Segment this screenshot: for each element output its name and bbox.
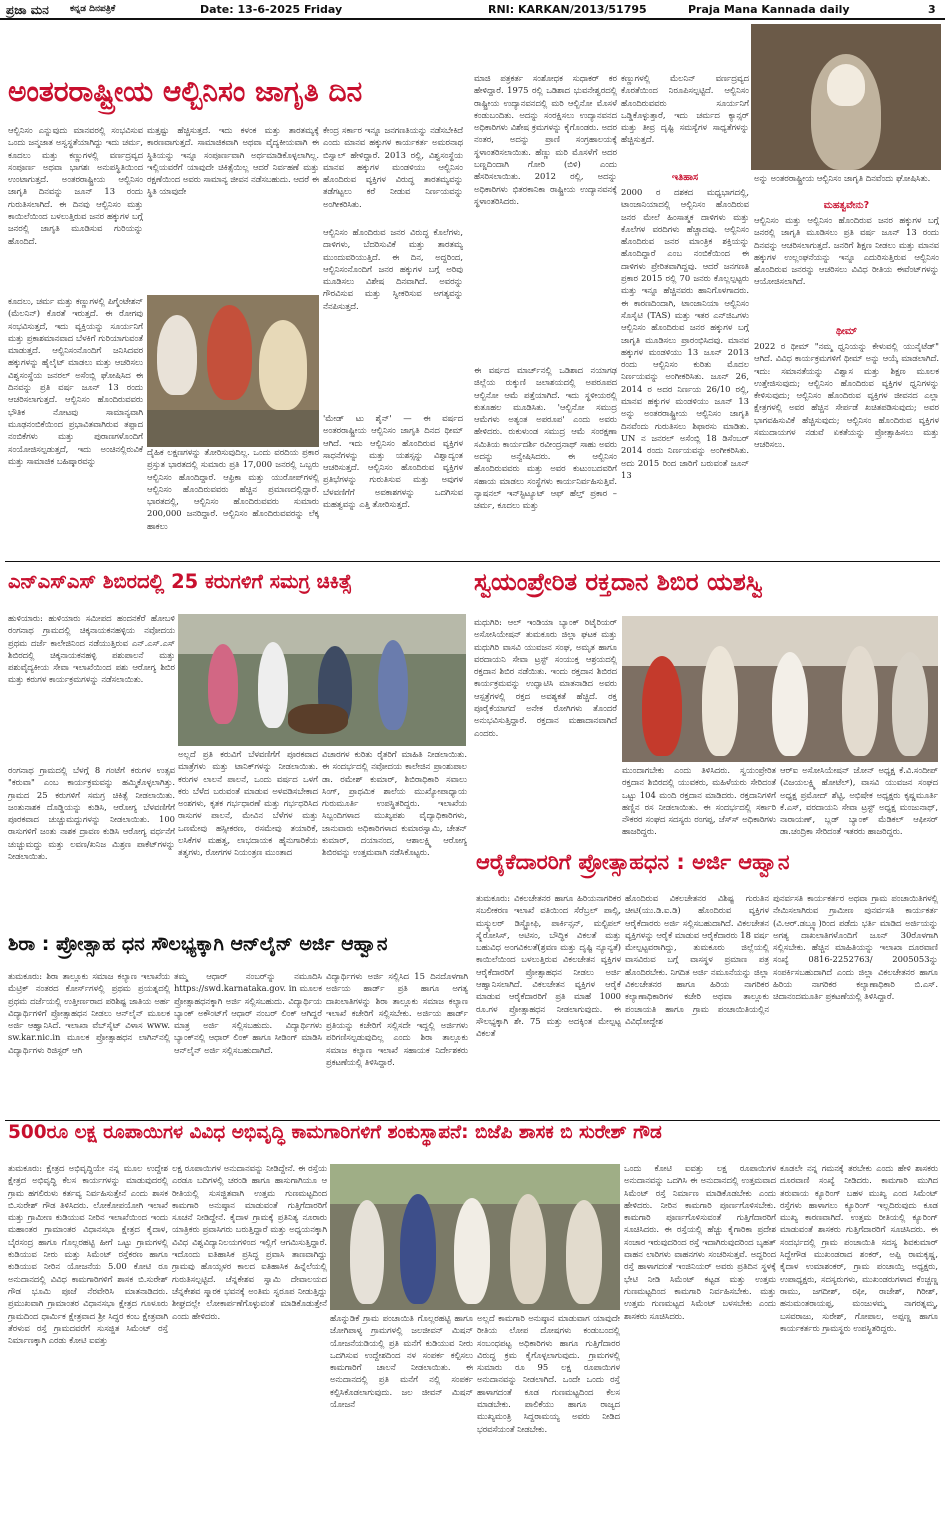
masthead-logo: ಪ್ರಜಾ ಮನ bbox=[6, 3, 49, 17]
story1-col1b: ಕೂದಲು, ಚರ್ಮ ಮತ್ತು ಕಣ್ಣುಗಳಲ್ಲಿ ಪಿಗ್ಮೆಂಟೇಶನ್ (ಮೆಲನಿನ್) ಕೊರತೆ ಇರುತ್ತದೆ. ಈ ರೋಗವು ಸಂಭವಿಸುತ್ತದೆ, ಇದು ವ್ಯಕ್ತಿಯನ್ನು ಸೂರ್ಯನಿಗೆ ಮತ್ತು ಪ್ರಕಾಶಮಾನವಾದ ಬೆಳಕಿಗೆ ಗುರಿಯಾಗುವಂತೆ ಮಾಡುತ್ತದೆ. ಆಲ್ಬಿನಿಸಂನೊಂದಿಗೆ ಜನಿಸಿದವರ ಹಕ್ಕುಗಳನ್ನು ಹೈಲೈಟ್ ಮಾಡಲು ಮತ್ತು ಆಚರಿಸಲು ವಿಶ್ವಸಂಸ್ಥೆಯ ಜನರಲ್ ಅಸೆಂಬ್ಲಿ ಘೋಷಿಸಿದ ಈ ದಿನವನ್ನು ಪ್ರತಿ ವರ್ಷ ಜೂನ್ 13 ರಂದು ಆಚರಿಸಲಾಗುತ್ತದೆ. ಆಲ್ಬಿನಿಸಂ ಹೊಂದಿರುವವರು ಭೌತಿಕ ನೋಟವು ಸಾಮಾನ್ಯವಾಗಿ ಮೂಢನಂಬಿಕೆಯಿಂದ ಪ್ರಭಾವಿತವಾಗಿರುವ ತಪ್ಪಾದ ನಂಬಿಕೆಗಳು ಮತ್ತು ಪುರಾಣಗಳೊಂದಿಗೆ ಸಂಯೋಜಿಸಲ್ಪಡುತ್ತದೆ, ಇದು ಅಂಚಿನಲ್ಲಿರುವಿಕೆ ಮತ್ತು ಸಾಮಾಜಿಕ ಬಹಿಷ್ಕಾರವನ್ನು bbox=[8, 296, 143, 466]
story6-col1: ತುಮಕೂರು: ಕ್ಷೇತ್ರದ ಅಭಿವೃದ್ಧಿಯೇ ನನ್ನ ಮೂಲ ಉದ್ದೇಶ ಕ್ಷೇತ್ರದ ಅಭಿವೃದ್ಧಿ ಕೆಲಸ ಕಾರ್ಯಗಳನ್ನು ಮಾಡುವುದರಲ್ಲಿ ಗ್ರಾಮ ಹಗಲಿರುಳು ಕರ್ತವ್ಯ ನಿರ್ವಹಿಸುತ್ತೇನೆ ಎಂದು ಶಾಸಕ ಬಿ.ಸುರೇಶ್ ಗೌಡ ತಿಳಿಸಿದರು. ಲೋಕೋಪಯೋಗಿ ಇಲಾಖೆ ಮತ್ತು ಗ್ರಾಮೀಣ ಕುಡಿಯುವ ನೀರಿನ ಇಲಾಖೆಯಿಂದ ಇಂದು ಮಹಾಂತರ ಗ್ರಾಮಾಂತರ ವಿಧಾನಸಭಾ ಕ್ಷೇತ್ರದ ಕೈದಾಳ, ಬೈರಸಂದ್ರ ಹಾಗೂ ಗೊಲ್ಲರಹಟ್ಟಿ ಹೀಗೆ ಒಟ್ಟು ಗ್ರಾಮಗಳಲ್ಲಿ ಕುಡಿಯುವ ನೀರು ಮತ್ತು ಸಿಮೆಂಟ್ ರಸ್ತೆಕರಣ ಹಾಗೂ ಕುಡಿಯುವ ನೀರಿನ ಯೋಜನೆಯ 5.00 ಕೋಟಿ ರೂ ಅನುದಾನದಲ್ಲಿ ವಿವಿಧ ಕಾಮಗಾರಿಗಳಿಗೆ ಶಾಸಕ ಬಿ.ಸುರೇಶ್ ಗೌಡ ಭೂಮಿ ಪೂಜೆ ನೆರವೇರಿಸಿ ಮಾತನಾಡಿದರು. ಪ್ರಮುಖವಾಗಿ ಗ್ರಾಮಾಂತರ ವಿಧಾನಸಭಾ ಕ್ಷೇತ್ರದ ಗೂಳೂರು ಗ್ರಾಮದಿಂದ ಧಾರ್ಮಿಕ ಕ್ಷೇತ್ರವಾದ ಶ್ರೀ ಸಿದ್ಧರ ಕಂಬ ಕ್ಷೇತ್ರವಾಗಿ ತೆರಳುವ ರಸ್ತೆ ಗ್ರಾಮದವರೆಗೆ ಸುಸಜ್ಜಿತ ಸಿಮೆಂಟ್ ರಸ್ತೆ ನಿರ್ಮಾಣಕ್ಕಾಗಿ ಎರಡು ಕೋಟಿ ಐವತ್ತು bbox=[8, 1163, 168, 1346]
story6-col5: ಕೂಡಲೇ ನನ್ನ ಗಮನಕ್ಕೆ ತರಬೇಕು ಎಂದು ಹೇಳಿ ಶಾಸಕರು ದೂರವಾಣಿ ಸಂಖ್ಯೆ ನೀಡಿದರು. ಕಾಮಗಾರಿ ಮುಗಿದ ತರುವಾಯ ಕ್ಯೂರಿಂಗ್ ಬಹಳ ಮುಖ್ಯ ಎಂದ ಸಿಮೆಂಟ್ ರಸ್ತೆಗಳು ಹಾಳಾಗಲು ಕ್ಯೂರಿಂಗ್ ಇಲ್ಲದಿರುವುದು ಕೂಡ ಮುಖ್ಯ ಕಾರಣವಾಗಿದೆ. ಉತ್ತಮ ರೀತಿಯಲ್ಲಿ ಕ್ಯೂರಿಂಗ್ ಮಾಡುವಂತೆ ಶಾಸಕರು ಗುತ್ತಿಗೆದಾರರಿಗೆ ಸೂಚಿಸಿದರು. ಈ ಸಂದರ್ಭದಲ್ಲಿ ಗ್ರಾಮ ಪಂಚಾಯಿತಿ ಸದಸ್ಯ ಶಿವಕುಮಾರ್ ಸಿದ್ದೇಗೌಡ ಮುಖಂಡರಾದ ಶಂಕರ್, ಅಪ್ಪಿ ರಾಮಕೃಷ್ಣ, ಕೈದಾಳ ಉಮಾಶಂಕರ್, ಗ್ರಾಮ ಪಂಚಾಯ್ತಿ ಅಧ್ಯಕ್ಷರು, ಉಪಾಧ್ಯಕ್ಷರು, ಸದಸ್ಯರುಗಳು, ಮುಖಂಡರುಗಳಾದ ಕೆಂಚ್ಚಣ್ಣ ರಾಮು, ಜಗದೀಶ್, ರಫೀ, ರಾಜೇಶ್, ಗಿರೀಶ್, ಹನುಮಂತರಾಯಪ್ಪ, ಮಂಜುಳಮ್ಮ ನಾಗರತ್ನಮ್ಮ, ಬಸವರಾಜು, ಸುರೇಶ್, ಗೋಪಾಲ, ಅಪ್ಪಣ್ಣ ಹಾಗೂ ಕಾರ್ಯಕರ್ತರು ಗ್ರಾಮಸ್ಥರು ಉಪಸ್ಥಿತರಿದ್ದರು. bbox=[780, 1163, 938, 1333]
story6-col4: ಒಂದು ಕೋಟಿ ಐವತ್ತು ಲಕ್ಷ ರೂಪಾಯಿಗಳ ಅನುದಾನವನ್ನು ಒದಗಿಸಿ ಈ ಅನುದಾನದಲ್ಲಿ ಉತ್ತಮವಾದ ಸಿಮೆಂಟ್ ರಸ್ತೆ ನಿರ್ಮಾಣ ಮಾಡಿಕೊಡಬೇಕು ಎಂದು ಹೇಳಿದರು. ನೀರಿನ ಕಾಮಗಾರಿ ಪೂರ್ಣಗೊಳಿಸಬೇಕು. ಕಾಮಗಾರಿ ಪೂರ್ಣಗೊಳಿಸುವಂತೆ ಗುತ್ತಿಗೆದಾರರಿಗೆ ಸೂಚಿಸಿದರು. ಈ ರಸ್ತೆಯಲ್ಲಿ ಹೆಚ್ಚು ಕೈಗಾರಿಕಾ ಪ್ರದೇಶ ಸಂಚಾರ ಇರುವುದರಿಂದ ರಸ್ತೆ ಇದಾಗಿರುವುದರಿಂದ ಬೃಹತ್ ವಾಹನ ಲಾರಿಗಳು ವಾಹನಗಳು ಸಂಚರಿಸುತ್ತವೆ. ಅದ್ದರಿಂದ ರಸ್ತೆ ಹಾಳಾಗದಂತೆ ಇಂಜಿನಿಯರ್ ಅವರು ಪ್ರತಿದಿನ ಸ್ಥಳಕ್ಕೆ ಭೇಟಿ ನೀಡಿ ಸಿಮೆಂಟ್ ಕಟ್ಟಡ ಮತ್ತು ಉತ್ತಮ ಗುಣಮಟ್ಟದಿಂದ ಕಾಮಗಾರಿ ನಿರ್ವಹಿಸಬೇಕು. ಮತ್ತು ಉತ್ತಮ ಗುಣಮಟ್ಟದ ಸಿಮೆಂಟ್ ಬಳಸಬೇಕು ಎಂದು ಶಾಸಕರು ಸೂಚಿಸಿದರು. bbox=[624, 1163, 776, 1321]
story6-col3: ಹೊನ್ನುಡಿಕೆ ಗ್ರಾಮ ಪಂಚಾಯಿತಿ ಗೊಲ್ಲರಹಟ್ಟಿ ಹಾಗೂ ಜೋಗಿಪಾಳ್ಯ ಗ್ರಾಮಗಳಲ್ಲಿ ಜಲಜೀವನ್ ಮಿಷನ್ ಯೋಜನೆಯಡಿಯಲ್ಲಿ ಪ್ರತಿ ಮನೆಗೆ ಕುಡಿಯುವ ನೀರು ಒದಗಿಸುವ ಉದ್ದೇಶದಿಂದ ನಳ ಸಂಪರ್ಕ ಕಲ್ಪಿಸಲು ಕಾಮಗಾರಿಗೆ ಚಾಲನೆ ನೀಡಲಾಯಿತು. ಈ ಅನುದಾನದಲ್ಲಿ ಪ್ರತಿ ಮನೆಗೆ ನಲ್ಲಿ ಸಂಪರ್ಕ ಕಲ್ಪಿಸಿಕೊಡಲಾಗುವುದು. ಜಲ ಜೀವನ್ ಮಿಷನ್ ಯೋಜನೆ bbox=[330, 1313, 473, 1410]
story3-col2: ಆರ್‌ಐ ಅಸೋಸಿಯೇಷನ್ ಜೋನ್ ಅಧ್ಯಕ್ಷ ಕೆ.ವಿ.ಸಂದೀಪ್ (ವಿಜಯಲಕ್ಷ್ಮಿ ಹೋಟೆಲ್), ವಾಸವಿ ಯುವಜನ ಸಂಘದ ಅಧ್ಯಕ್ಷ ಪ್ರಮೋದ್ ಶೆಟ್ಟಿ, ಅಭಿಷೇಕ ಅಧ್ಯಕ್ಷರು ಕೃಷ್ಣಮೂರ್ತಿ ಕೆ.ಎಸ್, ವರದಾಯನಿ ಸೇವಾ ಟ್ರಸ್ಟ್ ಅಧ್ಯಕ್ಷ ಮಂಜುನಾಥ್, ನಾರಾಯಣ್, ಬ್ಲಡ್ ಬ್ಯಾಂಕ್ ಮೆಡಿಕಲ್ ಆಫೀಸರ್ ಡಾ.ಚಂದ್ರಿಕಾ ಸೇರಿದಂತೆ ಇತರರು ಹಾಜರಿದ್ದರು. bbox=[780, 765, 938, 837]
story4-col3: ವಿದ್ಯಾರ್ಥಿಗಳು ಅರ್ಜಿ ಸಲ್ಲಿಸಿದ 15 ದಿನದೊಳಗಾಗಿ ಅರ್ಜಿಯ ಹಾರ್ಡ್ ಪ್ರತಿ ಹಾಗೂ ಅಗತ್ಯ ದಾಖಲಾತಿಗಳನ್ನು ಶಿರಾ ತಾಲ್ಲೂಕು ಸಮಾಜ ಕಲ್ಯಾಣ ಇಲಾಖೆ ಕಚೇರಿಗೆ ಸಲ್ಲಿಸಬೇಕು. ಅರ್ಜಿಯ ಹಾರ್ಡ್ ಪ್ರತಿಯನ್ನು ಕಚೇರಿಗೆ ಸಲ್ಲಿಸದೇ ಇದ್ದಲ್ಲಿ ಅರ್ಜಿಗಳು ಪರಿಗಣಿಸಲ್ಪಡುವುದಿಲ್ಲ ಎಂದು ಶಿರಾ ತಾಲ್ಲೂಕು ಸಮಾಜ ಕಲ್ಯಾಣ ಇಲಾಖೆ ಸಹಾಯಕ ನಿರ್ದೇಶಕರು ಪ್ರಕಟಣೆಯಲ್ಲಿ ತಿಳಿಸಿದ್ದಾರೆ. bbox=[326, 971, 468, 1068]
page-number: 3 bbox=[928, 3, 936, 16]
masthead-paper-name: Praja Mana Kannada daily bbox=[688, 3, 850, 16]
story4-headline: ಶಿರಾ : ಪ್ರೋತ್ಸಾಹ ಧನ ಸೌಲಭ್ಯಕ್ಕಾಗಿ ಆನ್‌ಲೈನ್ ಅರ್ಜಿ ಆಹ್ವಾನ bbox=[8, 935, 388, 955]
story1-headline: ಅಂತರರಾಷ್ಟ್ರೀಯ ಆಲ್ಬಿನಿಸಂ ಜಾಗೃತಿ ದಿನ bbox=[8, 78, 363, 108]
divider-story1 bbox=[5, 561, 940, 562]
story3-col1b: ಮುಂದಾಗಬೇಕು ಎಂದು ತಿಳಿಸಿದರು. ಸ್ವಯಂಪ್ರೇರಿತ ರಕ್ತದಾನ ಶಿಬಿರದಲ್ಲಿ ಯುವಕರು, ಮಹಿಳೆಯರು ಸೇರಿದಂತೆ ಒಟ್ಟು 104 ಮಂದಿ ರಕ್ತದಾನ ಮಾಡಿದರು. ರಕ್ತದಾನಿಗಳಿಗೆ ಹಣ್ಣಿನ ರಸ ನೀಡಲಾಯಿತು. ಈ ಸಂದರ್ಭದಲ್ಲಿ ಸರ್ಕಾರಿ ನೌಕರರ ಸಂಘದ ಸದಸ್ಯರು ರಂಗಪ್ಪ, ಜೆಸ್‌ಸ್ ಅಧಿಕಾರಿಗಳು ಹಾಜರಿದ್ದರು. bbox=[622, 765, 776, 837]
story2-col1: ಹುಳಿಯಾರು: ಹುಳಿಯಾರು ಸಮೀಪದ ಹಂದನಕೆರೆ ಹೋಬಳಿ ರಂಗನಾಥ ಗ್ರಾಮದಲ್ಲಿ ಚಿಕ್ಕನಾಯಕನಹಳ್ಳಿಯ ನವೋದಯ ಪ್ರಥಮ ದರ್ಜೆ ಕಾಲೇಜಿನಿಂದ ನಡೆಯುತ್ತಿರುವ ಎನ್.ಎಸ್.ಎಸ್ ಶಿಬಿರದಲ್ಲಿ ಚಿಕ್ಕನಾಯಕನಹಳ್ಳಿ ಪಶುಪಾಲನೆ ಮತ್ತು ಪಶುವೈದ್ಯಕೀಯ ಸೇವಾ ಇಲಾಖೆಯಿಂದ ಪಶು ಆರೋಗ್ಯ ಶಿಬಿರ ಮತ್ತು ಕರುಗಳ ಕಾರ್ಯಕ್ರಮಗಳನ್ನು ನಡೆಸಲಾಯಿತು. bbox=[8, 613, 175, 685]
story4-col1: ತುಮಕೂರು: ಶಿರಾ ತಾಲ್ಲೂಕು ಸಮಾಜ ಕಲ್ಯಾಣ ಇಲಾಖೆಯ ಮೆಟ್ರಿಕ್ ನಂತರದ ಕೋರ್ಸ್‌ಗಳಲ್ಲಿ ಪ್ರಥಮ ಪ್ರಯತ್ನದಲ್ಲಿ ಪ್ರಥಮ ದರ್ಜೆಯಲ್ಲಿ ಉತ್ತೀರ್ಣರಾದ ಪರಿಶಿಷ್ಟ ಜಾತಿಯ ಅರ್ಹ ವಿದ್ಯಾರ್ಥಿಗಳಿಗೆ ಪ್ರೋತ್ಸಾಹಧನ ನೀಡಲು ಆನ್‌ಲೈನ್ ಮೂಲಕ ಅರ್ಜಿ ಆಹ್ವಾನಿಸಿದೆ. ಇಲಾಖಾ ವೆಬ್‌ಸೈಟ್ ವಿಳಾಸ www. sw.kar.nic.in ಮೂಲಕ ಪ್ರೋತ್ಸಾಹಧನ ಲಾಗಿನ್‌ನಲ್ಲಿ ವಿದ್ಯಾರ್ಥಿಗಳು ರಿಜಿಸ್ಟರ್ ಆಗಿ bbox=[8, 971, 170, 1055]
story1-significance-title: ಮಹತ್ವವೇನು? bbox=[823, 200, 870, 211]
story1-photo-children bbox=[147, 295, 319, 447]
story2-col1b: ರಂಗನಾಥ ಗ್ರಾಮದಲ್ಲಿ ಬೆಳಗ್ಗೆ 8 ಗಂಟೆಗೆ ಕರುಗಳ ಉತ್ಸವ "ಕರುವಾ" ಎಂಬ ಕಾರ್ಯಕ್ರಮವನ್ನು ಹಮ್ಮಿಕೊಳ್ಳಲಾಗಿತ್ತು. ಗ್ರಾಮದ 25 ಕರುಗಳಿಗೆ ಸಮಗ್ರ ಚಿಕಿತ್ಸೆ ನೀಡಲಾಯಿತು. ಜಂತುನಾಶಕ ದೊಡ್ಡಿಯನ್ನು ಕುಡಿಸಿ, ಆರೋಗ್ಯ ಬೆಳವಣಿಗೆಗೆ ಪೂರಕವಾದ ಚುಚ್ಚುಮದ್ದುಗಳನ್ನು ನೀಡಲಾಯಿತು. 100 ರಾಸುಗಳಿಗೆ ಜಂತು ನಾಶಕ ದ್ರಾವಣ ಕುಡಿಸಿ ಆರೋಗ್ಯ ವರ್ಧನೆಗೆ ಚುಚ್ಚುಮದ್ದು ಮತ್ತು ಲವಣ/ಖನಿಜ ಮಿಶ್ರಣ ಪಾಕೆಟ್‌ಗಳನ್ನು ನೀಡಲಾಯಿತು. bbox=[8, 765, 175, 862]
story2-headline: ಎನ್‌ಎಸ್‌ಎಸ್ ಶಿಬಿರದಲ್ಲಿ 25 ಕರುಗಳಿಗೆ ಸಮಗ್ರ ಚಿಕಿತ್ಸೆ bbox=[8, 572, 352, 593]
story2-photo-calf-camp bbox=[178, 614, 466, 746]
story5-col3: ಪುನರ್ವಸತಿ ಕಾರ್ಯಕರ್ತರ ಅಥವಾ ಗ್ರಾಮ ಪಂಚಾಯಿತಿಗಳಲ್ಲಿ ನೇಮಿಸಲಾಗಿರುವ ಗ್ರಾಮೀಣ ಪುನರ್ವಸತಿ ಕಾರ್ಯಕರ್ತ (ವಿ.ಆರ್.ಡಬ್ಲ್ಯೂ)ರಿಂದ ಪಡೆದು ಭರ್ತಿ ಮಾಡಿದ ಅರ್ಜಿಯನ್ನು ಅಗತ್ಯ ದಾಖಲಾತಿಗಳೊಂದಿಗೆ ಜೂನ್ 30ರೊಳಗಾಗಿ ಸಲ್ಲಿಸಬೇಕು. ಹೆಚ್ಚಿನ ಮಾಹಿತಿಯನ್ನು ಇಲಾಖಾ ದೂರವಾಣಿ ಸಂಖ್ಯೆ 0816-2252763/ 2005053ನ್ನು ಸಂಪರ್ಕಿಸಬಹುದಾಗಿದೆ ಎಂದು ಜಿಲ್ಲಾ ವಿಕಲಚೇತನರ ಹಾಗೂ ಹಿರಿಯ ನಾಗರಿಕರ ಕಲ್ಯಾಣಾಧಿಕಾರಿ ಬಿ.ಎಸ್. ಚಿದಾನಂದಮೂರ್ತಿ ಪ್ರಕಟಣೆಯಲ್ಲಿ ತಿಳಿಸಿದ್ದಾರೆ. bbox=[773, 893, 938, 1002]
story1-col2: ಮತ್ತಷ್ಟು ಹೆಚ್ಚಿಸುತ್ತದೆ. ಇದು ಕಳಂಕ ಮತ್ತು ತಾರತಮ್ಯಕ್ಕೆ ಕಾರಣವಾಗುತ್ತದೆ. ಸಾಮಾಜಿಕವಾಗಿ ಅಥವಾ ವೈದ್ಯಕೀಯವಾಗಿ ಈ ಸ್ಥಿತಿಯನ್ನು ಇನ್ನೂ ಸಂಪೂರ್ಣವಾಗಿ ಅರ್ಥಮಾಡಿಕೊಳ್ಳಲಾಗಿಲ್ಲ. ಇಲ್ಲಿಯವರೆಗೆ ಯಾವುದೇ ಚಿಕಿತ್ಸೆಯಿಲ್ಲ ಆದರೆ ನಿರ್ವಹಣೆ ಮತ್ತು ರಕ್ಷಣೆಯಿಂದ ಅವರು ಸಾಮಾನ್ಯ ಜೀವನ ನಡೆಸಬಹುದು. ಆದರೆ ಈ ಸ್ಥಿತಿ ಯಾವುದೇ bbox=[147, 125, 319, 197]
story1-col3c: 'ಮೇಡ್ ಟು ಶೈನ್' — ಈ ವರ್ಷದ ಅಂತರರಾಷ್ಟ್ರೀಯ ಆಲ್ಬಿನಿಸಂ ಜಾಗೃತಿ ದಿನದ ಥೀಮ್ ಆಗಿದೆ. ಇದು ಆಲ್ಬಿನಿಸಂ ಹೊಂದಿರುವ ವ್ಯಕ್ತಿಗಳ ಸಾಧನೆಗಳನ್ನು ಮತ್ತು ಯಶಸ್ಸನ್ನು ವಿಶ್ವಾದ್ಯಂತ ಆಚರಿಸುತ್ತದೆ. ಆಲ್ಬಿನಿಸಂ ಹೊಂದಿರುವ ವ್ಯಕ್ತಿಗಳ ಪ್ರತಿಭೆಗಳನ್ನು ಗುರುತಿಸುವ ಮತ್ತು ಅವುಗಳ ಬೆಳವಣಿಗೆಗೆ ಅವಕಾಶಗಳನ್ನು ಒದಗಿಸುವ ಮಹತ್ವವನ್ನು ಎತ್ತಿ ತೋರಿಸುತ್ತದೆ. bbox=[323, 413, 463, 510]
story2-col2: ಅಲ್ಲದೆ ಪ್ರತಿ ಕರುವಿಗೆ ಬೆಳವಣಿಗೆಗೆ ಪೂರಕವಾದ ಮಾತ್ರೆಗಳು ಮತ್ತು ಟಾನಿಕ್‌ಗಳನ್ನು ನೀಡಲಾಯಿತು. ಕರುಗಳ ಲಾಲನೆ ಪಾಲನೆ, ಒಂದು ವರ್ಷದ ಒಳಗೆ ಕರು ಬೆಳೆದ ಬರುವಂತೆ ಮಾಡುವ ಅಳವಡಿಸಬೇಕಾದ ಅಂಶಗಳು, ಕೃತಕ ಗರ್ಭಧಾರಣೆ ಮತ್ತು ಗರ್ಭಧರಿಸಿದ ರಾಸುಗಳ ಪಾಲನೆ, ಮೇವಿನ ಬೆಳೆಗಳ ಮತ್ತು ಒಣಮೇವು ಹಸ್ಸೀಕರಣ, ರಸಮೇವು ತಯಾರಿಕೆ, ಲಸಿಕೆಗಳ ಮಹತ್ವ, ಲಾಭದಾಯಕ ಹೈನುಗಾರಿಕೆಯ ತತ್ವಗಳು, ರೋಗಗಳ ನಿಯಂತ್ರಣ ಮುಂತಾದ bbox=[178, 749, 318, 858]
divider-story6 bbox=[5, 1120, 940, 1121]
story1-col5b: 2000 ರ ದಶಕದ ಮಧ್ಯಭಾಗದಲ್ಲಿ, ಟಾಂಜಾನಿಯಾದಲ್ಲಿ ಆಲ್ಬಿನಿಸಂ ಹೊಂದಿರುವ ಜನರ ಮೇಲೆ ಹಿಂಸಾತ್ಮಕ ದಾಳಿಗಳು ಮತ್ತು ಕೊಲೆಗಳ ವರದಿಗಳು ಹೆಚ್ಚಾದವು. ಆಲ್ಬಿನಿಸಂ ಹೊಂದಿರುವ ಜನರ ಮಾಂತ್ರಿಕ ಶಕ್ತಿಯನ್ನು ಹೊಂದಿದ್ದಾರೆ ಎಂಬ ನಂಬಿಕೆಯಿಂದ ಈ ದಾಳಿಗಳು ಪ್ರೇರಿತವಾಗಿದ್ದವು. ಆದರೆ ಜನಗಣತಿ ಪ್ರಕಾರ 2015 ರಲ್ಲಿ 70 ಜನರು ಕೊಲ್ಲಲ್ಪಟ್ಟರು ಮತ್ತು ಇನ್ನೂ ಹೆಚ್ಚಿನವರು ಹಾನಿಗೊಳಗಾದರು. ಈ ಕಾರಣದಿಂದಾಗಿ, ಟಾಂಜಾನಿಯಾ ಆಲ್ಬಿನಿಸಂ ಸೊಸೈಟಿ (TAS) ಮತ್ತು ಇತರ ಎನ್‌ಜಿಒಗಳು ಆಲ್ಬಿನಿಸಂ ಹೊಂದಿರುವ ಜನರ ಹಕ್ಕುಗಳ ಬಗ್ಗೆ ಜಾಗೃತಿ ಮೂಡಿಸಲು ಪ್ರಾರಂಭಿಸಿದವು. ಮಾನವ ಹಕ್ಕುಗಳ ಮಂಡಳಿಯು 13 ಜೂನ್ 2013 ರಂದು ಆಲ್ಬಿನಿಸಂ ಕುರಿತು ಮೊದಲ ನಿರ್ಣಯವನ್ನು ಅಂಗೀಕರಿಸಿತು. ಜೂನ್ 26, 2014 ರ ಅದರ ನಿರ್ಣಯ 26/10 ರಲ್ಲಿ, ಮಾನವ ಹಕ್ಕುಗಳ ಮಂಡಳಿಯು ಜೂನ್ 13 ಅನ್ನು ಅಂತರರಾಷ್ಟ್ರೀಯ ಆಲ್ಬಿನಿಸಂ ಜಾಗೃತಿ ದಿನವೆಂದು ಗುರುತಿಸಲು ಶಿಫಾರಸು ಮಾಡಿತು. UN ನ ಜನರಲ್ ಅಸೆಂಬ್ಲಿ 18 ಡಿಸೆಂಬರ್ 2014 ರಂದು ನಿರ್ಣಯವನ್ನು ಅಂಗೀಕರಿಸಿತು. ಅದು 2015 ರಿಂದ ಜಾರಿಗೆ ಬರುವಂತೆ ಜೂನ್ 13 bbox=[621, 187, 749, 480]
story1-col6b: 2022 ರ ಥೀಮ್ "ನಮ್ಮ ಧ್ವನಿಯನ್ನು ಕೇಳುವಲ್ಲಿ ಯುನೈಟೆಡ್" ಆಗಿದೆ. ವಿವಿಧ ಕಾರ್ಯಕ್ರಮಗಳಿಗೆ ಥೀಮ್ ಅನ್ನು ಆಯ್ಕೆ ಮಾಡಲಾಗಿದೆ. ಇದು: ಸಮಾನತೆಯನ್ನು ವಿಶ್ವಾಸ ಮತ್ತು ಶಿಕ್ಷಣ ಮೂಲಕ ಉತ್ತೇಜಿಸುವುದು; ಆಲ್ಬಿನಿಸಂ ಹೊಂದಿರುವ ವ್ಯಕ್ತಿಗಳ ಧ್ವನಿಗಳನ್ನು ಕೇಳಿಸುವುದು; ಆಲ್ಬಿನಿಸಂ ಹೊಂದಿರುವ ವ್ಯಕ್ತಿಗಳ ಜೀವನದ ಎಲ್ಲಾ ಕ್ಷೇತ್ರಗಳಲ್ಲಿ ಅವರ ಹೆಚ್ಚಿನ ಸೇರ್ಪಡೆ ಖಚಿತಪಡಿಸುವುದು; ಅವರ ಭಾಗವಹಿಸುವಿಕೆ ಹೆಚ್ಚಿಸುವುದು; ಆಲ್ಬಿನಿಸಂ ಹೊಂದಿರುವ ವ್ಯಕ್ತಿಗಳ ಸಮುದಾಯಗಳ ನಡುವೆ ಏಕತೆಯನ್ನು ಪ್ರೋತ್ಸಾಹಿಸಲು ಮತ್ತು ಆಚರಿಸಲು. bbox=[754, 341, 939, 450]
story5-col2: ಹೊಂದಿರುವ ವಿಕಲಚೇತನರ ವಿಶಿಷ್ಟ ಗುರುತಿನ ಚೀಟಿ(ಯು.ಡಿ.ಐ.ಡಿ) ಹೊಂದಿರುವ ವ್ಯಕ್ತಿಗಳ ಆರೈಕೆದಾರರು ಅರ್ಜಿ ಸಲ್ಲಿಸಬಹುದಾಗಿದೆ. ವಿಕಲಚೇತನ ವ್ಯಕ್ತಿಗಳನ್ನು ಆರೈಕೆ ಮಾಡುವ ಆರೈಕೆದಾರರು 18 ವರ್ಷ ಮೇಲ್ಪಟ್ಟವರಾಗಿದ್ದು, ತುಮಕೂರು ಜಿಲ್ಲೆಯಲ್ಲಿ ವಾಸವಿರುವ ಬಗ್ಗೆ ವಾಸಸ್ಥಳ ಪ್ರಮಾಣ ಪತ್ರ ಹೊಂದಿರಬೇಕು. ನಿಗದಿತ ಅರ್ಜಿ ನಮೂನೆಯನ್ನು ಜಿಲ್ಲಾ ವಿಕಲಚೇತನರ ಹಾಗೂ ಹಿರಿಯ ನಾಗರಿಕರ ಕಲ್ಯಾಣಾಧಿಕಾರಿಗಳ ಕಚೇರಿ ಅಥವಾ ತಾಲ್ಲೂಕು ಪಂಚಾಯತಿ ಹಾಗೂ ಗ್ರಾಮ ಪಂಚಾಯಿತಿಯಲ್ಲಿನ ವಿವಿಧೋದ್ದೇಶ bbox=[625, 893, 769, 1026]
story6-photo-ground-breaking bbox=[330, 1164, 620, 1310]
story6-headline: 500ರೂ ಲಕ್ಷ ರೂಪಾಯಿಗಳ ವಿವಿಧ ಅಭಿವೃದ್ಧಿ ಕಾಮಗಾರಿಗಳಿಗೆ ಶಂಕುಸ್ಥಾಪನೆ: ಬಿಜೆಪಿ ಶಾಸಕ ಬಿ ಸುರೇಶ್ ಗೌಡ bbox=[8, 1124, 662, 1143]
story1-photo-caption: ಅನ್ನು ಅಂತರರಾಷ್ಟ್ರೀಯ ಆಲ್ಬಿನಿಸಂ ಜಾಗೃತಿ ದಿನವೆಂದು ಘೋಷಿಸಿತು. bbox=[754, 173, 931, 183]
story1-col1: ಆಲ್ಬಿನಿಸಂ ಎನ್ನುವುದು ಮಾನವರಲ್ಲಿ ಸಂಭವಿಸುವ ಒಂದು ಜನ್ಮಜಾತ ಅಸ್ವಸ್ಥತೆಯಾಗಿದ್ದು ಇದು ಚರ್ಮ, ಕೂದಲು ಮತ್ತು ಕಣ್ಣುಗಳಲ್ಲಿ ವರ್ಣದ್ರವ್ಯದ ಸಂಪೂರ್ಣ ಅಥವಾ ಭಾಗಶಃ ಅನುಪಸ್ಥಿತಿಯಿಂದ ಉಂಟಾಗುತ್ತದೆ. ಅಂತರರಾಷ್ಟ್ರೀಯ ಆಲ್ಬಿನಿಸಂ ಜಾಗೃತಿ ದಿನವನ್ನು ಜೂನ್ 13 ರಂದು ಗುರುತಿಸಲಾಗಿದೆ. ಈ ದಿನವು ಆಲ್ಬಿನಿಸಂ ಮತ್ತು ಕಾಯಿಲೆಯಿಂದ ಬಳಲುತ್ತಿರುವ ಜನರ ಹಕ್ಕುಗಳ ಬಗ್ಗೆ ಜನರಲ್ಲಿ ಜಾಗೃತಿ ಮೂಡಿಸುವ ಗುರಿಯನ್ನು ಹೊಂದಿದೆ. bbox=[8, 125, 143, 246]
story3-headline: ಸ್ವಯಂಪ್ರೇರಿತ ರಕ್ತದಾನ ಶಿಬಿರ ಯಶಸ್ವಿ bbox=[474, 570, 763, 596]
masthead-tagline: ಕನ್ನಡ ದಿನಪತ್ರಿಕೆ bbox=[70, 4, 116, 14]
story1-col4b: ಈ ವರ್ಷದ ಮಾರ್ಚ್‌ನಲ್ಲಿ ಒಡಿಶಾದ ನಯಾಗಢ ಜಿಲ್ಲೆಯ ರುಕ್ಕುಣಿ ಜಲಾಶಯದಲ್ಲಿ ಅಪರೂಪದ ಆಲ್ಬಿನೋ ಆಮೆ ಪತ್ತೆಯಾಗಿದೆ. ಇದು ಸ್ಥಳೀಯರಲ್ಲಿ ಕುತೂಹಲ ಮೂಡಿಸಿತು. 'ಆಲ್ಬಿನೋ ಸಮುದ್ರ ಆಮೆಗಳು ಅತ್ಯಂತ ಅಪರೂಪ' ಎಂದು ಅವರು ಹೇಳಿದರು. ರುಕುಳುಂಡ ಸಮುದ್ರ ಆಮೆ ಸಂರಕ್ಷಣಾ ಸಮಿತಿಯ ಕಾರ್ಯದರ್ಶಿ ರವೀಂದ್ರನಾಥ್ ಸಾಹು ಅವರು ಅದನ್ನು ಅನ್ವೇಷಿಸಿದರು. ಈ ಆಲ್ಬಿನಿಸಂ ಹೊಂದಿರುವವರು ಮತ್ತು ಅವರ ಕುಟುಂಬದವರಿಗೆ ಸಹಾಯ ಮಾಡಲು ಸಂಸ್ಥೆಗಳು ಕಾರ್ಯನಿರ್ವಹಿಸುತ್ತಿವೆ. ನ್ಯಾಷನಲ್ ಇನ್‌ಸ್ಟಿಟ್ಯೂಟ್ ಆಫ್ ಹೆಲ್ತ್ ಪ್ರಕಾರ – ಚರ್ಮ, ಕೂದಲು ಮತ್ತು bbox=[474, 365, 617, 511]
story3-photo-blood-donation bbox=[622, 616, 938, 762]
story3-col1: ಮಧುಗಿರಿ: ಆಲ್ ಇಂಡಿಯಾ ಬ್ಯಾಂಕ್ ರಿಟೈರಿಯರ್ ಅಸೋಸಿಯೇಷನ್ ತುಮಕೂರು ಜಿಲ್ಲಾ ಘಟಕ ಮತ್ತು ಮಧುಗಿರಿ ವಾಸವಿ ಯುವಜನ ಸಂಘ, ಅಮೃತ ಹಾಗೂ ವರದಾಯನಿ ಸೇವಾ ಟ್ರಸ್ಟ್ ಸಂಯುಕ್ತ ಆಶ್ರಯದಲ್ಲಿ ರಕ್ತದಾನ ಶಿಬಿರ ನಡೆಯಿತು. ಇಂದು ರಕ್ತದಾನ ಶಿಬಿರದ ಕಾರ್ಯಕ್ರಮವನ್ನು ಉದ್ಘಾಟಿಸಿ ಮಾತನಾಡಿದ ಅವರು ಆಸ್ಪತ್ರೆಗಳಲ್ಲಿ ರಕ್ತದ ಅವಶ್ಯಕತೆ ಹೆಚ್ಚಿದೆ. ರಕ್ತ ಪೂರೈಕೆಯಾಗದೆ ಅನೇಕ ರೋಗಿಗಳು ತೊಂದರೆ ಅನುಭವಿಸುತ್ತಿದ್ದಾರೆ. ರಕ್ತದಾನ ಮಹಾದಾನವಾಗಿದೆ ಎಂದರು. bbox=[474, 617, 617, 738]
masthead-date: Date: 13-6-2025 Friday bbox=[200, 3, 343, 16]
story4-col2: ತಮ್ಮ ಆಧಾರ್ ನಂಬರ್‌ನ್ನು ನಮೂದಿಸಿ https://swd.karnataka.gov. in ಮೂಲಕ ಪ್ರೋತ್ಸಾಹಧನಕ್ಕಾಗಿ ಅರ್ಜಿ ಸಲ್ಲಿಸಬಹುದು. ವಿದ್ಯಾರ್ಥಿಯ ಬ್ಯಾಂಕ್ ಅಕೌಂಟ್‌ಗೆ ಆಧಾರ್ ನಂಬರ್ ಲಿಂಕ್ ಆಗಿದ್ದರೆ ಮಾತ್ರ ಅರ್ಜಿ ಸಲ್ಲಿಸಬಹುದು. ವಿದ್ಯಾರ್ಥಿಗಳು ಬ್ಯಾಂಕ್‌ನಲ್ಲಿ ಆಧಾರ್ ಲಿಂಕ್ ಹಾಗೂ ಸೀಡಿಂಗ್ ಮಾಡಿಸಿ ಆನ್‌ಲೈನ್ ಅರ್ಜಿ ಸಲ್ಲಿಸಬಹುದಾಗಿದೆ. bbox=[174, 971, 322, 1055]
story1-col5: ಕಣ್ಣುಗಳಲ್ಲಿ ಮೆಲನಿನ್ ವರ್ಣದ್ರವ್ಯದ ಕೊರತೆಯಿಂದ ನಿರೂಪಿಸಲ್ಪಟ್ಟಿದೆ. ಆಲ್ಬಿನಿಸಂ ಹೊಂದಿರುವವರು ಸೂರ್ಯನಿಗೆ ಒಡ್ಡಿಕೊಳ್ಳುತ್ತಾರೆ, ಇದು ಚರ್ಮದ ಕ್ಯಾನ್ಸರ್ ಮತ್ತು ತೀವ್ರ ದೃಷ್ಟಿ ಸಮಸ್ಯೆಗಳ ಸಾಧ್ಯತೆಗಳನ್ನು ಹೆಚ್ಚಿಸುತ್ತದೆ. bbox=[621, 73, 749, 145]
story6-col3b: ಅಲ್ಲದೆ ಕಾಮಗಾರಿ ಅನುಷ್ಠಾನ ಮಾಡುವಾಗ ಯಾವುದೇ ರೀತಿಯ ಲೋಪ ದೋಷಗಳು ಕಂಡುಬಂದಲ್ಲಿ ಸಂಬಂಧಪಟ್ಟ ಅಧಿಕಾರಿಗಳು ಹಾಗೂ ಗುತ್ತಿಗೆದಾರರ ವಿರುದ್ಧ ಕ್ರಮ ಕೈಗೊಳ್ಳಲಾಗುವುದು. ಗ್ರಾಮಗಳಲ್ಲಿ ಸುಮಾರು ರೂ 95 ಲಕ್ಷ ರೂಪಾಯಿಗಳ ಅನುದಾನವನ್ನು ನೀಡಲಾಗಿದೆ. ಒಂದೇ ಒಂದು ರಸ್ತೆ ಹಾಳಾಗದಂತೆ ಕೂಡ ಗುಣಮಟ್ಟದಿಂದ ಕೆಲಸ ಮಾಡಬೇಕು. ಪಾಲಿಕೆಯು ಹಾಗೂ ರಾಜ್ಯದ ಮುಖ್ಯಮಂತ್ರಿ ಸಿದ್ದರಾಮಯ್ಯ ಅವರು ನೀಡಿದ ಭರವಸೆಯಂತೆ ನೀಡಬೇಕು. bbox=[477, 1313, 620, 1434]
story1-col2b: ದೈಹಿಕ ಲಕ್ಷಣಗಳನ್ನು ತೋರಿಸುವುದಿಲ್ಲ. ಒಂದು ವರದಿಯ ಪ್ರಕಾರ ಪ್ರಸ್ತುತ ಭಾರತದಲ್ಲಿ ಸುಮಾರು ಪ್ರತಿ 17,000 ಜನರಲ್ಲಿ ಒಬ್ಬರು ಆಲ್ಬಿನಿಸಂ ಹೊಂದಿದ್ದಾರೆ. ಆಫ್ರಿಕಾ ಮತ್ತು ಯುರೋಪ್‌ಗಳಲ್ಲಿ ಆಲ್ಬಿನಿಸಂ ಹೊಂದಿರುವವರು ಹೆಚ್ಚಿನ ಪ್ರಮಾಣದಲ್ಲಿದ್ದಾರೆ. ಭಾರತದಲ್ಲಿ, ಆಲ್ಬಿನಿಸಂ ಹೊಂದಿರುವವರು ಸುಮಾರು 200,000 ಜನರಿದ್ದಾರೆ. ಆಲ್ಬಿನಿಸಂ ಹೊಂದಿರುವವರನ್ನು ಲೆಕ್ಕ ಹಾಕಲು bbox=[147, 447, 319, 531]
story5-col1: ತುಮಕೂರು: ವಿಕಲಚೇತನರ ಹಾಗೂ ಹಿರಿಯನಾಗರಿಕರ ಸಬಲೀಕರಣ ಇಲಾಖೆ ವತಿಯಿಂದ ಸೆರೆಬ್ರಲ್ ಪಾಲ್ಸಿ, ಮಸ್ಕ್ಯುಲರ್ ಡಿಸ್ಟ್ರೋಫಿ, ಪಾರ್ಕಿನ್ಸನ್, ಮಲ್ಟಿಪಲ್ ಸ್ಕ್ಲೆರೋಸಿಸ್, ಆಟಿಸಂ, ಬೌದ್ಧಿಕ ವಿಕಲತೆ ಮತ್ತು ಬಹುವಿಧ ಅಂಗವಿಕಲತೆ(ಶ್ರವಣ ಮತ್ತು ದೃಷ್ಟಿ ನ್ಯೂನ್ಯತೆ) ಕಾಯಿಲೆಯಿಂದ ಬಳಲುತ್ತಿರುವ ವಿಕಲಚೇತನ ವ್ಯಕ್ತಿಗಳ ಆರೈಕೆದಾರರಿಗೆ ಪ್ರೋತ್ಸಾಹಧನ ನೀಡಲು ಅರ್ಜಿ ಆಹ್ವಾನಿಸಲಾಗಿದೆ. ವಿಕಲಚೇತನ ವ್ಯಕ್ತಿಗಳ ಆರೈಕೆ ಮಾಡುವ ಆರೈಕೆದಾರರಿಗೆ ಪ್ರತಿ ಮಾಹೆ 1000 ರೂ.ಗಳ ಪ್ರೋತ್ಸಾಹಧನ ನೀಡಲಾಗುವುದು. ಈ ಸೌಲಭ್ಯಕ್ಕಾಗಿ ಶೇ. 75 ಮತ್ತು ಅದಕ್ಕಿಂತ ಮೇಲ್ಪಟ್ಟ ವಿಕಲತೆ bbox=[476, 893, 621, 1039]
story1-history-title: ಇತಿಹಾಸ bbox=[671, 172, 699, 183]
story1-col3b: ಆಲ್ಬಿನಿಸಂ ಹೊಂದಿರುವ ಜನರ ವಿರುದ್ಧ ಕೊಲೆಗಳು, ದಾಳಿಗಳು, ಬೆದರಿಸುವಿಕೆ ಮತ್ತು ತಾರತಮ್ಯ ಮುಂದುವರಿಯುತ್ತಿದೆ. ಈ ದಿನ, ಅದ್ದರಿಂದ, ಆಲ್ಬಿನಿಸಂನೊಂದಿಗೆ ಜನರ ಹಕ್ಕುಗಳ ಬಗ್ಗೆ ಅರಿವು ಮೂಡಿಸಲು ವಿಶೇಷ ದಿನವಾಗಿದೆ. ಅವರನ್ನು ಗೌರವಿಸುವ ಮತ್ತು ಸ್ವೀಕರಿಸುವ ಅಗತ್ಯವನ್ನು ನೆನಪಿಸುತ್ತದೆ. bbox=[323, 227, 463, 311]
story1-photo-albino-child bbox=[751, 24, 941, 170]
story6-col2: ಲಕ್ಷ ರೂಪಾಯಿಗಳ ಅನುದಾನವನ್ನು ನೀಡಿದ್ದೇನೆ. ಈ ರಸ್ತೆಯ ಎರಡೂ ಬದಿಗಳಲ್ಲಿ ಚರಂಡಿ ಹಾಗೂ ಹಾಸುಗಾಗಿಯೂ ಆ ರೀತಿಯಲ್ಲಿ ಸುಸಜ್ಜಿತವಾಗಿ ಉತ್ತಮ ಗುಣಮಟ್ಟದಿಂದ ಕಾಮಗಾರಿ ಅನುಷ್ಠಾನ ಮಾಡುವಂತೆ ಗುತ್ತಿಗೆದಾರರಿಗೆ ಸೂಚನೆ ನೀಡಿದ್ದೇನೆ. ಕೈದಾಳ ಗ್ರಾಮಕ್ಕೆ ಪ್ರತಿನಿತ್ಯ ನೂರಾರು ಯಾತ್ರಿಕರು ಪ್ರವಾಸಿಗರು ಬರುತ್ತಿದ್ದಾರೆ ಮತ್ತು ಅಧ್ಯಯನಕ್ಕಾಗಿ ವಿವಿಧ ವಿಶ್ವವಿದ್ಯಾನಿಲಯಗಳಿಂದ ಇಲ್ಲಿಗೆ ಆಗಮಿಸುತ್ತಿದ್ದಾರೆ. ಇದೊಂದು ಐತಿಹಾಸಿಕ ಪ್ರಸಿದ್ಧ ಪ್ರವಾಸಿ ತಾಣವಾಗಿದ್ದು ಗ್ರಾಮವು ಹೊಯ್ಸಳರ ಕಾಲದ ಐತಿಹಾಸಿಕ ಹಿನ್ನೆಲೆಯಲ್ಲಿ ಗುರುತಿಸಲ್ಪಟ್ಟಿದೆ. ಚೆನ್ನಕೇಶವ ಸ್ವಾಮಿ ದೇವಾಲಯದ ಚೆನ್ನಕೇಶವ ಸ್ಮಾರಕ ಭವನಕ್ಕೆ ಅಂತಿಮ ಸ್ವರೂಪ ನೀಡುತ್ತಿದ್ದು ಶೀಘ್ರದಲ್ಲೇ ಲೋಕಾರ್ಪಣೆಗೊಳ್ಳುವಂತೆ ಮಾಡಿಕೊಡುತ್ತೇನೆ ಎಂದು ಹೇಳಿದರು. bbox=[172, 1163, 327, 1321]
story1-col6: ಆಲ್ಬಿನಿಸಂ ಮತ್ತು ಆಲ್ಬಿನಿಸಂ ಹೊಂದಿರುವ ಜನರ ಹಕ್ಕುಗಳ ಬಗ್ಗೆ ಜನರಲ್ಲಿ ಜಾಗೃತಿ ಮೂಡಿಸಲು ಪ್ರತಿ ವರ್ಷ ಜೂನ್ 13 ರಂದು ದಿನವನ್ನು ಆಚರಿಸಲಾಗುತ್ತದೆ. ಜನರಿಗೆ ಶಿಕ್ಷಣ ನೀಡಲು ಮತ್ತು ಮಾನವ ಹಕ್ಕುಗಳ ಉಲ್ಲಂಘನೆಯನ್ನು ಇನ್ನೂ ಎದುರಿಸುತ್ತಿರುವ ಆಲ್ಬಿನಿಸಂ ಹೊಂದಿರುವ ಜನರನ್ನು ಆಚರಿಸಲು ವಿವಿಧ ರೀತಿಯ ಈವೆಂಟ್‌ಗಳನ್ನು ಆಯೋಜಿಸಲಾಗಿದೆ. bbox=[754, 215, 939, 287]
story1-theme-title: ಥೀಮ್ bbox=[836, 326, 857, 337]
masthead-rni: RNI: KARKAN/2013/51795 bbox=[488, 3, 647, 16]
masthead bbox=[0, 0, 945, 20]
story1-col4: ಮಾಜಿ ಪತ್ರಕರ್ತ ಸಂಶೋಧಕ ಸುಧಾಕರ್ ಕರ ಹೇಳಿದ್ದಾರೆ. 1975 ರಲ್ಲಿ ಒಡಿಶಾದ ಭುವನೇಶ್ವರದಲ್ಲಿ ರಾಷ್ಟ್ರೀಯ ಉದ್ಯಾನವನದಲ್ಲಿ ಮರಿ ಆಲ್ಬಿನೋ ಮೊಸಳೆ ಕಂಡುಬಂದಿತು. ಅದನ್ನು ಸಂರಕ್ಷಿಸಲು ಉದ್ಯಾನವನದ ಅಧಿಕಾರಿಗಳು ವಿಶೇಷ ಕ್ರಮಗಳನ್ನು ಕೈಗೊಂಡರು. ಅದರ ನಂತರ, ಅದನ್ನು ಪ್ರಾಣಿ ಸಂಗ್ರಹಾಲಯಕ್ಕೆ ಸ್ಥಳಾಂತರಿಸಲಾಯಿತು. ಹೆಣ್ಣು ಮರಿ ಮೊಸಳೆಗೆ ಅದರ ಬಣ್ಣದಿಂದಾಗಿ ಗೋರಿ (ಬಿಳಿ) ಎಂದು ಹೆಸರಿಸಲಾಯಿತು. 2012 ರಲ್ಲಿ, ಅದನ್ನು ಅಧಿಕಾರಿಗಳು ಭಿತರಕಾನಿಕಾ ರಾಷ್ಟ್ರೀಯ ಉದ್ಯಾನವನಕ್ಕೆ ಸ್ಥಳಾಂತರಿಸಿದರು. bbox=[474, 73, 617, 206]
story1-col3: ಕೇಂದ್ರ ಸರ್ಕಾರ ಇನ್ನೂ ಜನಗಣತಿಯನ್ನು ನಡೆಸಬೇಕಿದೆ ಎಂದು ಮಾನವ ಹಕ್ಕುಗಳ ಕಾರ್ಯಕರ್ತ ಅಮರನಾಥ ಬಿಸ್ವಾಲ್ ಹೇಳಿದ್ದಾರೆ. 2013 ರಲ್ಲಿ, ವಿಶ್ವಸಂಸ್ಥೆಯ ಮಾನವ ಹಕ್ಕುಗಳ ಮಂಡಳಿಯು ಆಲ್ಬಿನಿಸಂ ಹೊಂದಿರುವ ವ್ಯಕ್ತಿಗಳ ವಿರುದ್ಧ ತಾರತಮ್ಯವನ್ನು ತಡೆಗಟ್ಟಲು ಕರೆ ನೀಡುವ ನಿರ್ಣಯವನ್ನು ಅಂಗೀಕರಿಸಿತು. bbox=[323, 125, 463, 209]
story5-headline: ಆರೈಕೆದಾರರಿಗೆ ಪ್ರೋತ್ಸಾಹಧನ : ಅರ್ಜಿ ಆಹ್ವಾನ bbox=[476, 852, 790, 874]
story2-col3: ವಿಚಾರಗಳ ಕುರಿತು ರೈತರಿಗೆ ಮಾಹಿತಿ ನೀಡಲಾಯಿತು. ಈ ಸಂದರ್ಭದಲ್ಲಿ ನವೋದಯ ಕಾಲೇಜಿನ ಪ್ರಾಂಶುಪಾಲ ಡಾ. ರಮೇಶ್ ಕುಮಾರ್, ಶಿಬಿರಾಧಿಕಾರಿ ಸವಾಲು ಸಿಂಗ್, ಪ್ರಾಥಮಿಕ ಶಾಲೆಯ ಮುಖ್ಯೋಪಾಧ್ಯಾಯ ಗುರುಮೂರ್ತಿ ಉಪಸ್ಥಿತರಿದ್ದರು. ಇಲಾಖೆಯ ಸಿಬ್ಬಂದಿಗಳಾದ ಮುಖ್ಯಪಶು ವೈದ್ಯಾಧಿಕಾರಿಗಳು, ಜಾನುವಾರು ಅಧಿಕಾರಿಗಳಾದ ಕುಮಾರಸ್ವಾಮಿ, ಚೇತನ್ ಕುಮಾರ್, ದಯಾನಂದ, ಆಶಾಲಕ್ಷ್ಮಿ ಆರೋಗ್ಯ ಶಿಬಿರವನ್ನು ಉತ್ತಮವಾಗಿ ನಡೆಸಿಕೊಟ್ಟರು. bbox=[322, 749, 467, 858]
